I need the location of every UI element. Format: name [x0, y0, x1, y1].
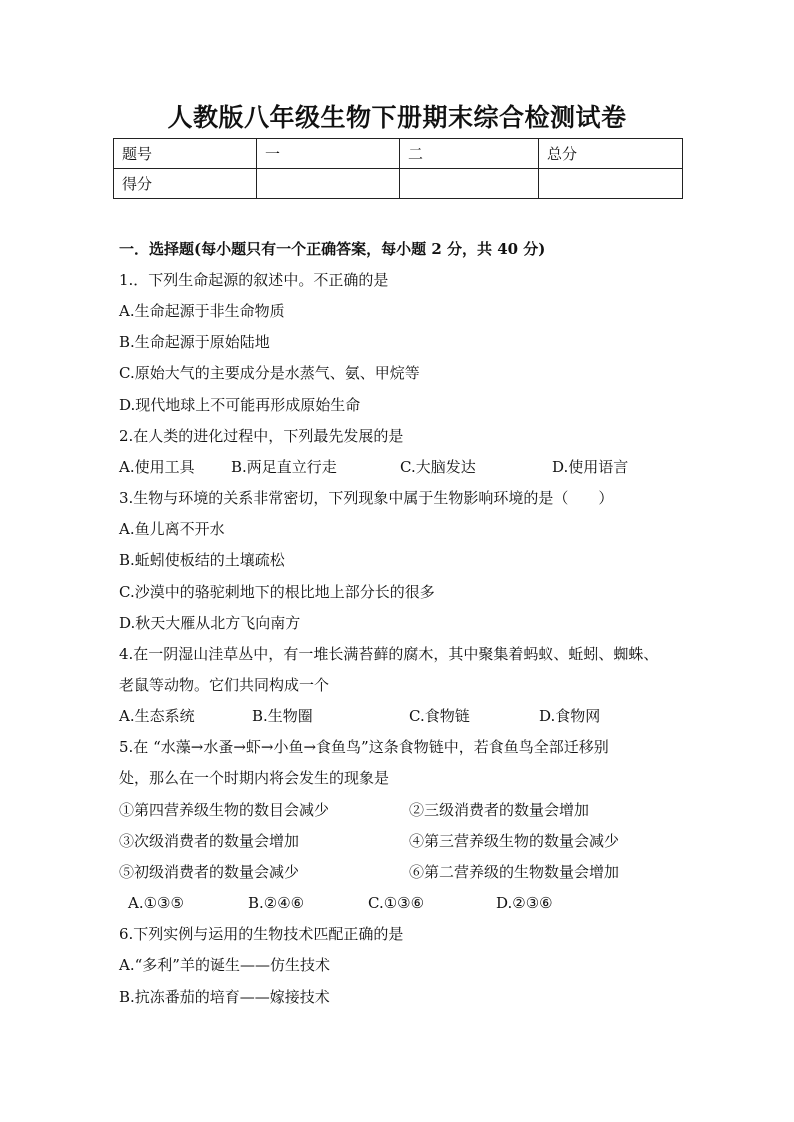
score-table-cell — [400, 169, 539, 199]
question-5-stem-line-1: 5.在 “水藻→水蚤→虾→小鱼→食鱼鸟”这条食物链中，若食鱼鸟全部迁移别 — [119, 738, 609, 756]
score-table-cell: 二 — [400, 139, 539, 169]
question-2-option-d: D.使用语言 — [552, 458, 629, 476]
question-5-statement-6: ⑥第二营养级的生物数量会增加 — [409, 863, 620, 881]
question-6-stem: 6.下列实例与运用的生物技术匹配正确的是 — [119, 925, 404, 943]
score-table-cell: 得分 — [114, 169, 257, 199]
question-3-option-c: C.沙漠中的骆驼刺地下的根比地上部分长的很多 — [119, 583, 435, 601]
score-table-score-row — [114, 169, 683, 199]
question-5-statement-2: ②三级消费者的数量会增加 — [409, 801, 590, 819]
score-table — [113, 138, 683, 199]
question-5-statement-5: ⑤初级消费者的数量会减少 — [119, 863, 300, 881]
question-1-option-b: B.生命起源于原始陆地 — [119, 333, 270, 351]
question-1-stem: 1.．下列生命起源的叙述中。不正确的是 — [119, 271, 389, 289]
question-2-option-a: A.使用工具 — [119, 458, 195, 476]
question-4-option-a: A.生态系统 — [119, 707, 195, 725]
question-3-option-a: A.鱼儿离不开水 — [119, 520, 225, 538]
score-table-header-row — [114, 139, 683, 169]
question-5-statement-4: ④第三营养级生物的数量会减少 — [409, 832, 620, 850]
question-1-option-c: C.原始大气的主要成分是水蒸气、氨、甲烷等 — [119, 364, 420, 382]
question-5-option-a: A.①③⑤ — [128, 894, 184, 912]
question-2-option-b: B.两足直立行走 — [231, 458, 337, 476]
question-6-option-b: B.抗冻番茄的培育——嫁接技术 — [119, 988, 330, 1006]
question-1-option-a: A.生命起源于非生命物质 — [119, 302, 285, 320]
score-table-cell — [257, 169, 400, 199]
question-6-option-a: A.“多利”羊的诞生——仿生技术 — [119, 956, 330, 974]
question-5-statement-3: ③次级消费者的数量会增加 — [119, 832, 300, 850]
question-4-option-c: C.食物链 — [409, 707, 470, 725]
question-3-option-b: B.蚯蚓使板结的土壤疏松 — [119, 551, 285, 569]
question-5-option-c: C.①③⑥ — [368, 894, 425, 912]
question-4-stem-line-1: 4.在一阴湿山洼草丛中，有一堆长满苔藓的腐木，其中聚集着蚂蚁、蚯蚓、蜘蛛、 — [119, 645, 659, 663]
score-table-cell — [539, 169, 683, 199]
section-heading: 一．选择题(每小题只有一个正确答案，每小题 2 分，共 40 分) — [119, 240, 546, 258]
question-4-stem-line-2: 老鼠等动物。它们共同构成一个 — [119, 676, 330, 694]
question-3-stem: 3.生物与环境的关系非常密切，下列现象中属于生物影响环境的是（ ） — [119, 489, 614, 507]
question-5-option-d: D.②③⑥ — [496, 894, 553, 912]
question-5-statement-1: ①第四营养级生物的数目会减少 — [119, 801, 330, 819]
question-1-option-d: D.现代地球上不可能再形成原始生命 — [119, 396, 361, 414]
question-4-option-b: B.生物圈 — [252, 707, 313, 725]
question-2-stem: 2.在人类的进化过程中，下列最先发展的是 — [119, 427, 404, 445]
question-5-option-b: B.②④⑥ — [248, 894, 305, 912]
page-title: 人教版八年级生物下册期末综合检测试卷 — [167, 103, 627, 132]
question-2-option-c: C.大脑发达 — [400, 458, 476, 476]
question-3-option-d: D.秋天大雁从北方飞向南方 — [119, 614, 301, 632]
score-table-cell: 题号 — [114, 139, 257, 169]
question-5-stem-line-2: 处，那么在一个时期内将会发生的现象是 — [119, 769, 390, 787]
score-table-cell: 总分 — [539, 139, 683, 169]
question-4-option-d: D.食物网 — [539, 707, 601, 725]
score-table-cell: 一 — [257, 139, 400, 169]
